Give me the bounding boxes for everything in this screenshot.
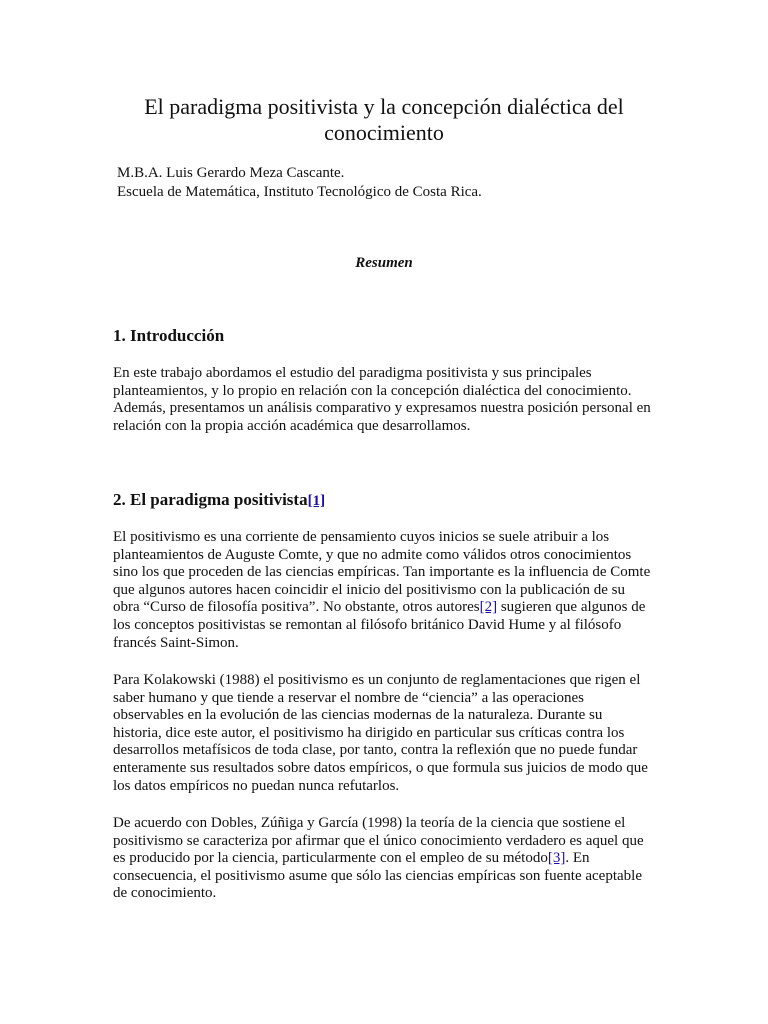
text-line: relación con la propia acción académica que desarrollamos. xyxy=(113,417,471,434)
text-line: enteramente sus resultados sobre datos empíricos, o que formula sus juicios de modo que xyxy=(113,759,648,776)
paragraph-dobles xyxy=(113,815,658,903)
document-title xyxy=(100,94,668,146)
paragraph-positivismo-1 xyxy=(113,529,658,652)
text-line: observables en la evolución de las ciencias modernas de la naturaleza. Durante su xyxy=(113,707,603,724)
text-line: de conocimiento. xyxy=(113,885,217,902)
text-line: planteamientos de Auguste Comte, y que no admite como válidos otros conocimientos xyxy=(113,546,632,563)
text-segment: obra “Curso de filosofía positiva”. No obstante, otros autores xyxy=(113,599,480,616)
text-line: El positivismo es una corriente de pensamiento cuyos inicios se suele atribuir a los xyxy=(113,529,610,545)
text-line: saber humano y que tiende a reservar el nombre de “ciencia” a las operaciones xyxy=(113,689,585,706)
paragraph-kolakowski xyxy=(113,672,658,795)
title-line-1: El paradigma positivista y la concepción dialéctica del xyxy=(144,94,624,119)
author-name: M.B.A. Luis Gerardo Meza Cascante. xyxy=(117,165,345,181)
footnote-link-1[interactable]: [1] xyxy=(307,493,326,509)
author-affiliation: Escuela de Matemática, Instituto Tecnológico de Costa Rica. xyxy=(117,183,482,200)
text-line: que algunos autores hacen coincidir el inicio del positivismo con la publicación de su xyxy=(113,581,625,598)
text-line: francés Saint-Simon. xyxy=(113,634,239,651)
text-line: los conceptos positivistas se remontan al filósofo británico David Hume y al filósofo xyxy=(113,616,622,633)
text-line: sino los que proceden de las ciencias empíricas. Tan importante es la influencia de Comte xyxy=(113,564,651,581)
section-heading-introduccion: 1. Introducción xyxy=(113,326,225,345)
text-segment: . En xyxy=(565,850,590,867)
text-line: De acuerdo con Dobles, Zúñiga y García (1998) la teoría de la ciencia que sostiene el xyxy=(113,815,626,831)
footnote-link-3[interactable]: [3] xyxy=(547,850,566,867)
text-segment: es producido por la ciencia, particularmente con el empleo de su método xyxy=(113,850,548,867)
text-line: positivismo se caracteriza por afirmar que el único conocimiento verdadero es aquel que xyxy=(113,832,644,849)
title-line-2: conocimiento xyxy=(324,120,444,145)
text-line: consecuencia, el positivismo asume que sólo las ciencias empíricas son fuente aceptable xyxy=(113,867,642,884)
text-line: En este trabajo abordamos el estudio del paradigma positivista y sus principales xyxy=(113,365,592,381)
section-heading-paradigma xyxy=(113,490,325,510)
text-line: planteamientos, y lo propio en relación con la concepción dialéctica del conocimiento. xyxy=(113,382,632,399)
abstract-label: Resumen xyxy=(355,255,413,271)
text-line: Para Kolakowski (1988) el positivismo es un conjunto de reglamentaciones que rigen el xyxy=(113,672,641,688)
text-line xyxy=(113,599,658,617)
text-segment: sugieren que algunos de xyxy=(497,599,646,616)
author-block xyxy=(117,164,482,201)
text-line xyxy=(113,850,658,868)
text-line: los datos empíricos no puedan nunca refutarlos. xyxy=(113,777,400,794)
text-line: Además, presentamos un análisis comparativo y expresamos nuestra posición personal en xyxy=(113,400,651,417)
text-line: historia, dice este autor, el positivismo ha dirigido en particular sus críticas contra los xyxy=(113,724,625,741)
paragraph-introduccion xyxy=(113,365,658,435)
section-heading-text: 2. El paradigma positivista xyxy=(113,490,308,509)
text-line: desarrollos metafísicos de toda clase, por tanto, contra la reflexión que no puede fundar xyxy=(113,742,638,759)
footnote-link-2[interactable]: [2] xyxy=(479,599,498,616)
